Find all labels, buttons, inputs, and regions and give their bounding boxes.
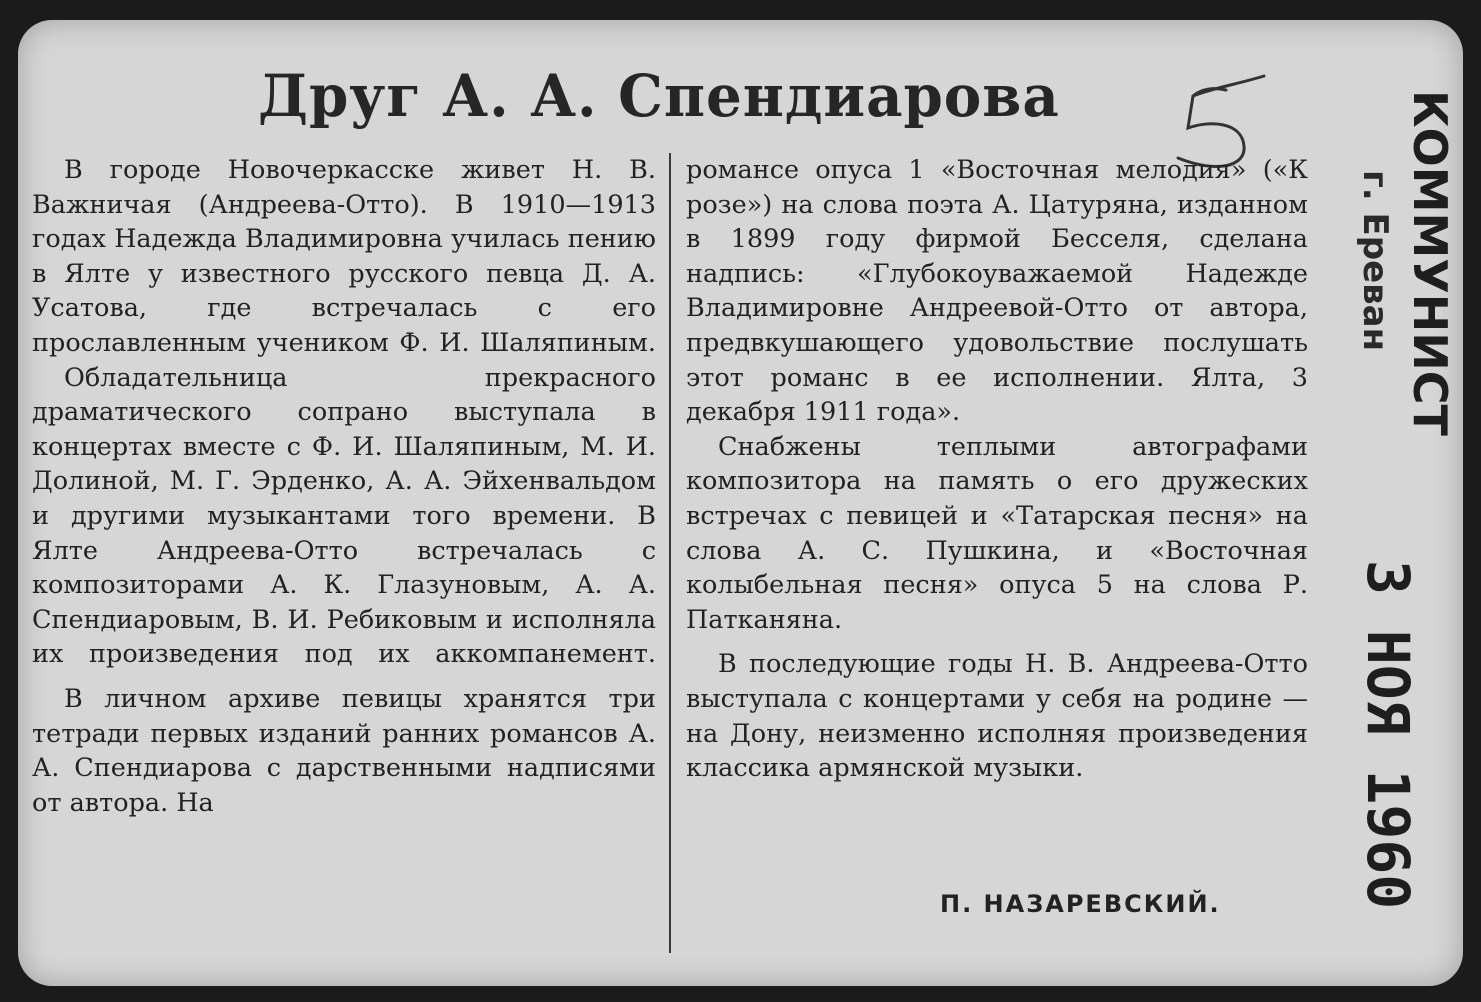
author-signature: П. НАЗАРЕВСКИЙ. xyxy=(940,890,1221,918)
stamp-date: 3 НОЯ 1960 xyxy=(1356,560,1422,910)
article-right-column xyxy=(686,153,1308,786)
stamp-city: г. Ереван xyxy=(1356,170,1395,352)
article-left-column xyxy=(32,153,656,820)
paragraph: Обладательница прекрасного драматического сопрано выступала в концертах вместе с Ф. И. Шаляпиным, М. И. Долиной, М. Г. Эрденко, А. А. Эйхенвальдом и другими музыкантами того времени. В Ялте Андреева-Отто встречалась с композиторами А. К. Глазуновым, А. А. Спендиаровым, В. И. Ребиковым и исполняла их произведения под их аккомпанемент. xyxy=(32,362,656,670)
paragraph: В последующие годы Н. В. Андреева-Отто выступала с концертами у себя на родине — на Дону, неизменно исполняя произведения классика армянской музыки. xyxy=(686,649,1308,784)
article-headline: Друг А. А. Спендиарова xyxy=(258,62,1060,130)
paragraph: В городе Новочеркасске живет Н. В. Важничая (Андреева-Отто). В 1910—1913 годах Надежда Владимировна училась пению в Ялте у известного русского певца Д. А. Усатова, где встречалась с его прославленным учеником Ф. И. Шаляпиным. xyxy=(32,155,656,358)
stamp-newspaper-name: КОММУНИСТ xyxy=(1403,90,1456,436)
paragraph: В личном архиве певицы хранятся три тетради первых изданий ранних романсов А. А. Спендиарова с дарственными надписями от автора. На xyxy=(32,683,656,818)
column-divider xyxy=(669,153,671,953)
newspaper-clipping xyxy=(18,20,1463,986)
paragraph: романсе опуса 1 «Восточная мелодия» («К розе») на слова поэта А. Цатуряна, изданном в 1899 году фирмой Бесселя, сделана надпись: «Глубокоуважаемой Надежде Владимировне Андреевой-Отто от автора, предвкушающего удовольствие послушать этот романс в ее исполнении. Ялта, 3 декабря 1911 года». xyxy=(686,155,1308,428)
paragraph: Снабжены теплыми автографами композитора на память о его дружеских встречах с певицей и «Татарская песня» на слова А. С. Пушкина, и «Восточная колыбельная песня» опуса 5 на слова Р. Патканяна. xyxy=(686,431,1308,635)
newspaper-date-stamp xyxy=(1356,90,1456,930)
